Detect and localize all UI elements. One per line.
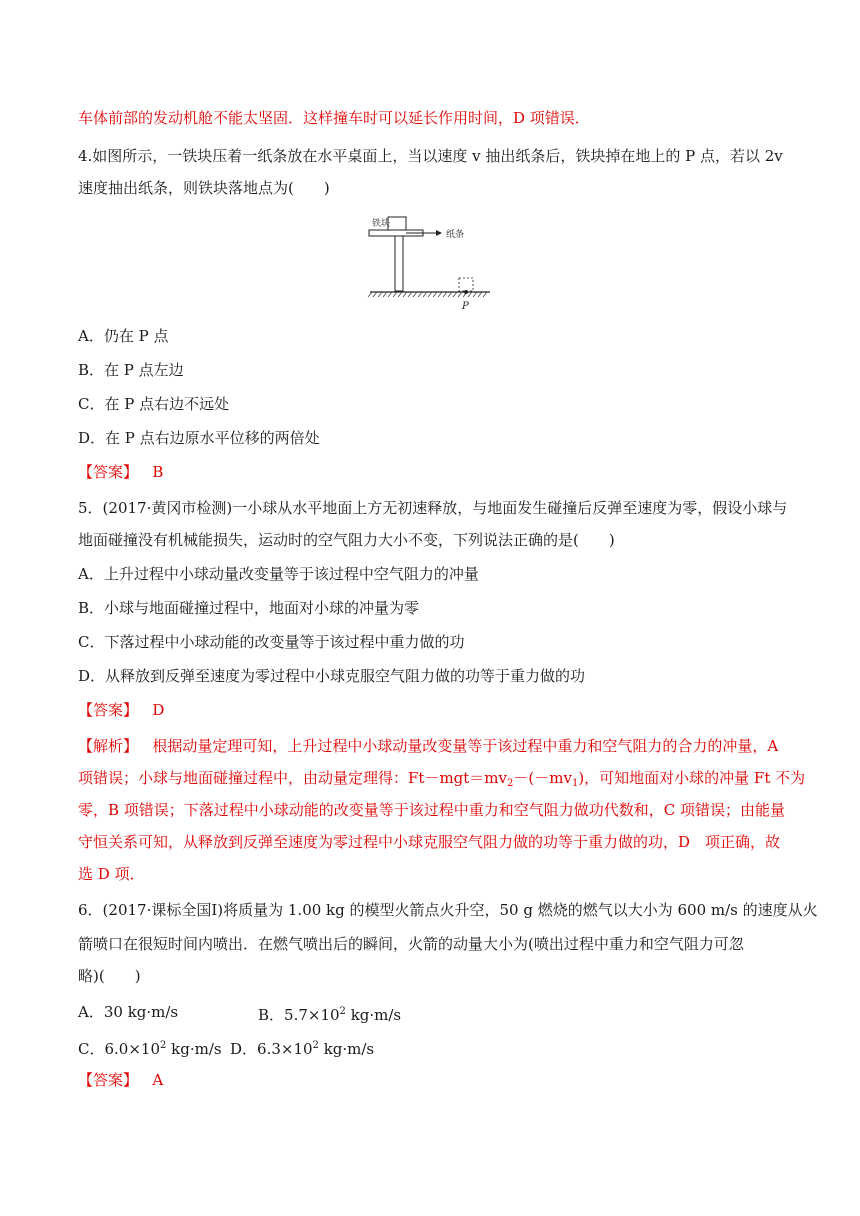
- answer-tag: 【答案】: [78, 463, 139, 481]
- opt-d-base: D．6.3×10: [230, 1040, 313, 1058]
- iron-block: [388, 217, 406, 230]
- q4-option-d: D．在 P 点右边原水平位移的两倍处: [78, 429, 320, 447]
- q6-option-a: A．30 kg·m/s: [78, 1003, 179, 1021]
- q5-option-c: C．下落过程中小球动能的改变量等于该过程中重力做的功: [78, 633, 465, 651]
- intro-line: 车体前部的发动机舱不能太坚固．这样撞车时可以延长作用时间，D 项错误．: [78, 109, 590, 127]
- q5-analysis-line-1: [78, 736, 778, 756]
- answer-tag: 【答案】: [78, 1071, 139, 1089]
- q5-option-d: D．从释放到反弹至速度为零过程中小球克服空气阻力做的功等于重力做的功: [78, 667, 586, 685]
- q6-option-d: [230, 1036, 374, 1059]
- q6-option-b: [258, 1002, 401, 1025]
- opt-c-unit: kg·m/s: [166, 1040, 222, 1058]
- q5-stem-line-1: 5．(2017·黄冈市检测)一小球从水平地面上方无初速释放，与地面发生碰撞后反弹至速度为零，假设小球与: [78, 499, 788, 517]
- analysis-text-2a: 项错误；小球与地面碰撞过程中，由动量定理得：Ft－mgt＝mv: [78, 769, 507, 787]
- q5-stem-line-2: 地面碰撞没有机械能损失，运动时的空气阻力大小不变，下列说法正确的是( ): [78, 531, 615, 549]
- pull-arrow-icon: [436, 230, 442, 236]
- q6-answer: A: [152, 1071, 164, 1089]
- q5-analysis-line-3: 零，B 项错误；下落过程中小球动能的改变量等于该过程中重力和空气阻力做功代数和，C 项错误；由能量: [78, 801, 786, 819]
- q5-analysis-line-2: [78, 768, 805, 794]
- opt-b-base: B．5.7×10: [258, 1006, 340, 1024]
- q6-stem-line-2: 箭喷口在很短时间内喷出．在燃气喷出后的瞬间，火箭的动量大小为(喷出过程中重力和空气阻力可忽: [78, 935, 744, 953]
- opt-d-exponent: 2: [312, 1040, 319, 1051]
- q4-option-a: A．仍在 P 点: [78, 327, 169, 345]
- opt-c-base: C．6.0×10: [78, 1040, 160, 1058]
- q4-stem-line-1: 4.如图所示，一铁块压着一纸条放在水平桌面上，当以速度 v 抽出纸条后，铁块掉在地上的 P 点，若以 2v: [78, 147, 783, 165]
- analysis-subscript-1: 1: [571, 778, 579, 789]
- q5-answer: D: [152, 701, 165, 719]
- answer-tag: 【答案】: [78, 701, 139, 719]
- q4-option-b: B．在 P 点左边: [78, 361, 184, 379]
- analysis-subscript-2: 2: [507, 778, 514, 789]
- q4-figure-diagram: [366, 214, 494, 314]
- analysis-text-2c: )，可知地面对小球的冲量 Ft 不为: [578, 769, 806, 787]
- landing-block-outline: [459, 278, 473, 291]
- q6-stem-line-1: 6．(2017·课标全国Ⅰ)将质量为 1.00 kg 的模型火箭点火升空，50 g 燃烧的燃气以大小为 600 m/s 的速度从火: [78, 901, 818, 919]
- q5-analysis-line-5: 选 D 项．: [78, 865, 145, 883]
- point-p-label: P: [462, 301, 469, 312]
- q6-stem-line-3: 略)( ): [78, 967, 141, 985]
- analysis-tag: 【解析】: [78, 737, 139, 755]
- point-p-dot: [464, 290, 468, 294]
- table-leg: [395, 236, 403, 291]
- q4-stem-line-2: 速度抽出纸条，则铁块落地点为( ): [78, 179, 330, 197]
- q6-option-c: [78, 1036, 222, 1059]
- q5-option-b: B．小球与地面碰撞过程中，地面对小球的冲量为零: [78, 599, 420, 617]
- q5-answer-line: [78, 700, 164, 720]
- opt-b-unit: kg·m/s: [345, 1006, 402, 1024]
- opt-d-unit: kg·m/s: [318, 1040, 375, 1058]
- opt-c-exponent: 2: [160, 1040, 167, 1051]
- q5-analysis-line-4: 守恒关系可知，从释放到反弹至速度为零过程中小球克服空气阻力做的功等于重力做的功，D 项正确，故: [78, 833, 781, 851]
- q5-option-a: A．上升过程中小球动量改变量等于该过程中空气阻力的冲量: [78, 565, 479, 583]
- block-label: 铁块: [372, 219, 391, 229]
- q4-option-c: C．在 P 点右边不远处: [78, 395, 230, 413]
- opt-b-exponent: 2: [339, 1006, 346, 1017]
- q4-answer: B: [152, 463, 164, 481]
- strip-label: 纸条: [446, 230, 465, 240]
- ground-hatching: [368, 292, 487, 297]
- q6-answer-line: [78, 1070, 163, 1090]
- q4-answer-line: [78, 462, 163, 482]
- analysis-text-2b: －(－mv: [513, 769, 572, 787]
- analysis-text-1: 根据动量定理可知，上升过程中小球动量改变量等于该过程中重力和空气阻力的合力的冲量，A: [152, 737, 779, 755]
